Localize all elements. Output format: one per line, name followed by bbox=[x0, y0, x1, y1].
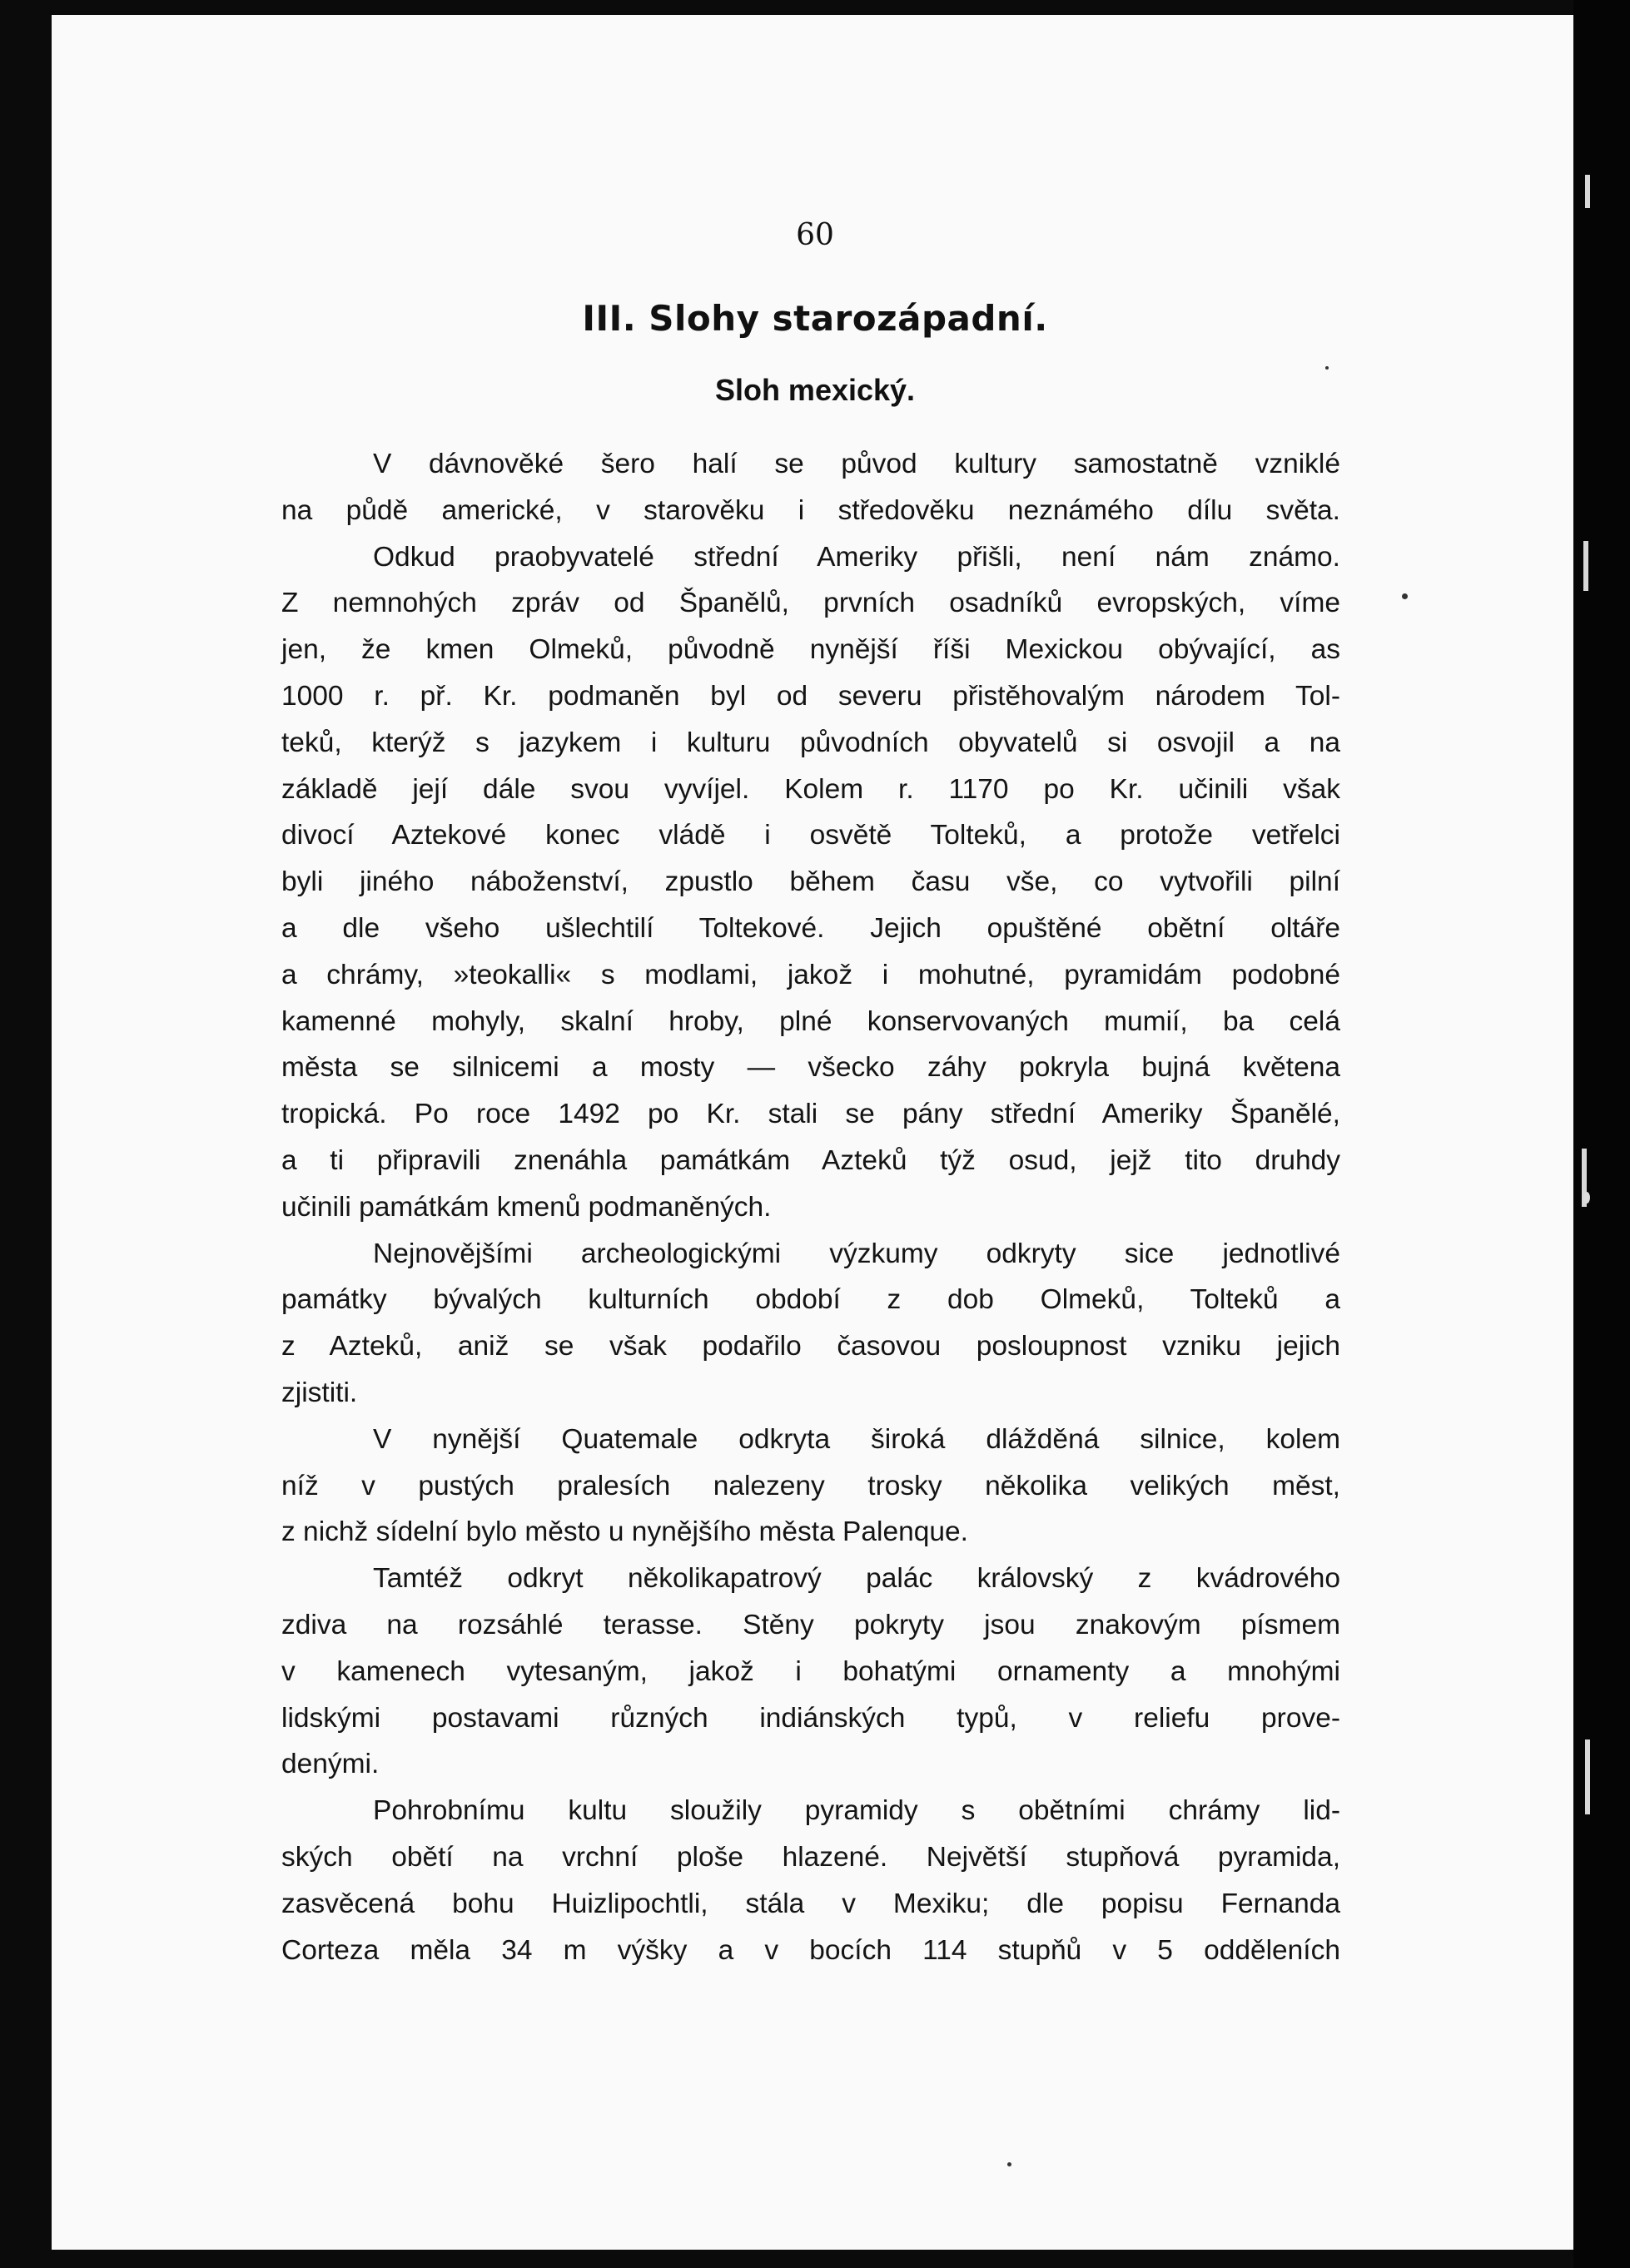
speck bbox=[1402, 593, 1408, 599]
text-line: V dávnověké šero halí se původ kultury samostatně vzniklé bbox=[373, 449, 1340, 479]
text-line: divocí Aztekové konec vládě i osvětě Tolteků, a protože vetřelci bbox=[281, 820, 1340, 851]
text-line: tropická. Po roce 1492 po Kr. stali se pány střední Ameriky Španělé, bbox=[281, 1099, 1340, 1130]
text-line: byli jiného náboženství, zpustlo během času vše, co vytvořili pilní bbox=[281, 866, 1340, 898]
text-line: na půdě americké, v starověku i středověku neznámého dílu světa. bbox=[281, 494, 1340, 526]
text-line: základě její dále svou vyvíjel. Kolem r. 1170 po Kr. učinili však bbox=[281, 773, 1340, 805]
edge-mark bbox=[1585, 175, 1590, 208]
text-line: a dle všeho ušlechtilí Toltekové. Jejich opuštěné obětní oltáře bbox=[281, 912, 1340, 944]
text-line: města se silnicemi a mosty — všecko záhy pokryla bujná květena bbox=[281, 1052, 1340, 1084]
speck bbox=[1325, 366, 1329, 370]
text-line: níž v pustých pralesích nalezeny trosky několika velikých měst, bbox=[281, 1470, 1340, 1501]
section-title: III. Slohy starozápadní. bbox=[582, 298, 1048, 339]
text-line: zjistiti. bbox=[281, 1377, 358, 1408]
text-line: Nejnovějšími archeologickými výzkumy odkryty sice jednotlivé bbox=[373, 1238, 1340, 1269]
text-line: kamenné mohyly, skalní hroby, plné konservovaných mumií, ba celá bbox=[281, 1005, 1340, 1037]
body-text bbox=[281, 441, 1340, 1973]
text-line: teků, kterýž s jazykem i kulturu původních obyvatelů si osvojil a na bbox=[281, 727, 1340, 758]
text-line: 1000 r. př. Kr. podmaněn byl od severu přistěhovalým národem Tol- bbox=[281, 680, 1340, 712]
text-line: lidskými postavami různých indiánských typů, v reliefu prove- bbox=[281, 1702, 1340, 1734]
text-line: Tamtéž odkryt několikapatrový palác královský z kvádrového bbox=[373, 1563, 1340, 1595]
text-line: ských obětí na vrchní ploše hlazené. Největší stupňová pyramida, bbox=[281, 1841, 1340, 1873]
text-line: Corteza měla 34 m výšky a v bocích 114 stupňů v 5 odděleních bbox=[281, 1934, 1340, 1966]
text-line: z nichž sídelní bylo město u nynějšího města Palenque. bbox=[281, 1516, 968, 1548]
text-line: Pohrobnímu kultu sloužily pyramidy s obětními chrámy lid- bbox=[373, 1795, 1340, 1827]
text-line: a chrámy, »teokalli« s modlami, jakož i mohutné, pyramidám podobné bbox=[281, 959, 1340, 990]
scan-border-right bbox=[1573, 0, 1630, 2268]
text-line: z Azteků, aniž se však podařilo časovou posloupnost vzniku jejich bbox=[281, 1331, 1340, 1362]
text-line: jen, že kmen Olmeků, původně nynější říši Mexickou obývající, as bbox=[281, 634, 1340, 666]
text-line: Z nemnohých zpráv od Španělů, prvních osadníků evropských, víme bbox=[281, 588, 1340, 619]
text-line: a ti připravili znenáhla památkám Azteků týž osud, jejž tito druhdy bbox=[281, 1144, 1340, 1176]
text-line: zdiva na rozsáhlé terasse. Stěny pokryty jsou znakovým písmem bbox=[281, 1609, 1340, 1640]
text-line: učinili památkám kmenů podmaněných. bbox=[281, 1191, 772, 1223]
section-subtitle: Sloh mexický. bbox=[714, 373, 916, 407]
text-line: zasvěcená bohu Huizlipochtli, stála v Mexiku; dle popisu Fernanda bbox=[281, 1888, 1340, 1919]
text-line: denými. bbox=[281, 1749, 380, 1780]
edge-mark bbox=[1585, 1739, 1590, 1814]
text-line: V nynější Quatemale odkryta široká dlážděná silnice, kolem bbox=[373, 1423, 1340, 1455]
text-line: v kamenech vytesaným, jakož i bohatými ornamenty a mnohými bbox=[281, 1655, 1340, 1687]
edge-mark bbox=[1583, 541, 1588, 591]
page-number: 60 bbox=[796, 218, 834, 252]
text-line: Odkud praobyvatelé střední Ameriky přišli, není nám známo. bbox=[373, 541, 1340, 573]
speck bbox=[1007, 2162, 1011, 2166]
speck bbox=[1583, 1192, 1590, 1203]
text-line: památky bývalých kulturních období z dob Olmeků, Tolteků a bbox=[281, 1284, 1340, 1316]
